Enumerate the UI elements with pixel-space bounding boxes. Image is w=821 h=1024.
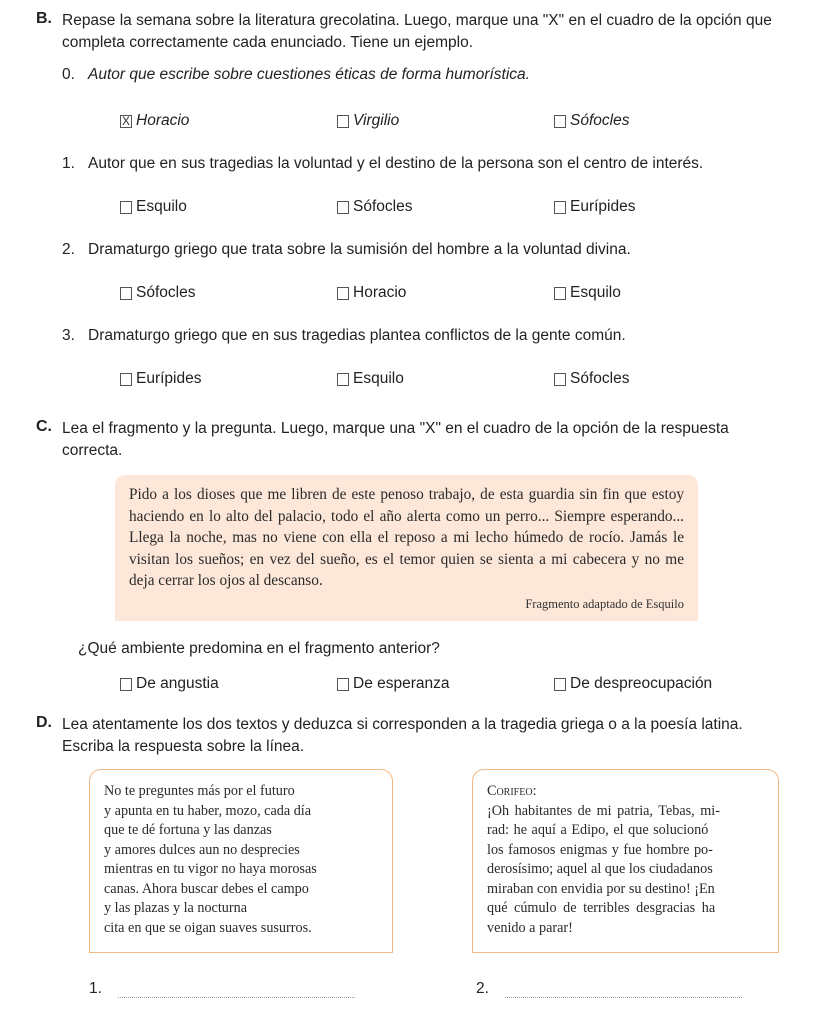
checkbox-icon[interactable] [120,678,132,691]
dialogue-line: rad: he aquí a Edipo, el que solucionó [487,822,709,838]
question-number: 0. [62,66,75,83]
poem-line: y amores dulces aun no desprecies [104,841,300,858]
question-statement: ¿Qué ambiente predomina en el fragmento anterior? [78,640,440,657]
option[interactable] [554,284,621,302]
question-statement: Autor que escribe sobre cuestiones éticas de forma humorística. [88,66,530,83]
checkbox-icon[interactable] [337,115,349,128]
dialogue-line: derosísimo; aquel al que los ciudadanos [487,861,713,877]
option-label: Sófocles [570,370,630,387]
checkbox-icon[interactable] [120,287,132,300]
dialogue-line: venido a parar! [487,919,573,936]
checkbox-icon[interactable] [554,287,566,300]
checkbox-icon[interactable] [120,201,132,214]
option[interactable] [337,370,404,388]
option[interactable] [337,675,450,693]
fragment-source: Fragmento adaptado de Esquilo [525,597,684,611]
question-item [62,66,530,84]
dialogue-line: ¡Oh habitantes de mi patria, Tebas, mi- [487,802,720,819]
poem-line: y las plazas y la nocturna [104,900,248,916]
checkbox-icon[interactable] [554,201,566,214]
option-label: Esquilo [353,370,404,387]
answer-number: 1. [89,980,102,997]
poem-line: No te preguntes más por el futuro [104,783,295,799]
answer-number: 2. [476,980,489,997]
option-label: Eurípides [136,370,202,387]
reading-fragment-box [115,475,698,621]
section-instruction: Repase la semana sobre la literatura grecolatina. Luego, marque una "X" en el cuadro de la opción que completa correctamente cada enunciado. Tiene un ejemplo. [62,12,772,51]
poem-line: y apunta en tu haber, mozo, cada día [104,802,312,819]
option-label: Esquilo [136,198,187,215]
section-letter: D. [36,714,52,731]
section-letter: B. [36,10,52,27]
option[interactable] [554,675,712,693]
answer-2 [476,980,742,998]
option-label: Sófocles [136,284,196,301]
text-box-2 [472,769,779,953]
question-number: 3. [62,327,75,344]
option-label: Esquilo [570,284,621,301]
option[interactable] [337,198,412,216]
checkbox-icon[interactable] [554,115,566,128]
option-group [120,284,760,306]
option-label: Horacio [136,112,190,129]
option-label: Sófocles [570,112,630,129]
option-group [120,112,760,134]
option[interactable] [554,112,629,130]
answer-line-2[interactable] [505,985,742,998]
question-item [62,241,631,259]
section-d [36,714,786,758]
question-number: 1. [62,155,75,172]
option[interactable] [554,198,635,216]
fragment-text: Pido a los dioses que me libren de este penoso trabajo, de esta guardia sin fin que estoy haciendo en lo alto del palacio, todo el año alerta como un perro... Siempre esperando... Llega la noche, mas no viene con ella el reposo a mi lecho húmedo de rocío. Jamás le visitan los sueños; en vez del sueño, es el temor quien se sienta a mi cabecera y no me deja cerrar los ojos al descanso. [129,486,684,589]
option-label: Sófocles [353,198,413,215]
checkbox-icon[interactable] [554,373,566,386]
option[interactable] [337,112,399,130]
option-group [120,198,760,220]
checkbox-icon[interactable] [554,678,566,691]
option-label: Horacio [353,284,407,301]
section-c [36,418,786,462]
section-instruction: Lea el fragmento y la pregunta. Luego, marque una "X" en el cuadro de la opción de la respuesta correcta. [62,420,729,459]
option-label: De esperanza [353,675,450,692]
option-group [120,675,760,697]
option-label: Eurípides [570,198,636,215]
option-label: De despreocupación [570,675,713,692]
option[interactable] [120,284,195,302]
section-instruction: Lea atentamente los dos textos y deduzca si corresponden a la tragedia griega o a la poesía latina. Escriba la respuesta sobre la línea. [62,716,743,755]
option-label: Virgilio [353,112,400,129]
option[interactable] [120,675,219,693]
question-statement: Dramaturgo griego que en sus tragedias plantea conflictos de la gente común. [88,327,626,344]
question-number: 2. [62,241,75,258]
checkbox-icon[interactable] [337,287,349,300]
answer-1 [89,980,355,998]
section-letter: C. [36,418,52,435]
option[interactable] [120,370,201,388]
poem-line: canas. Ahora buscar debes el campo [104,880,309,897]
section-b [36,10,786,54]
question-item [62,155,703,173]
option[interactable] [120,112,189,130]
dialogue-line: qué cúmulo de terribles desgracias ha [487,900,716,916]
answer-line-1[interactable] [118,985,355,998]
checkbox-icon[interactable] [120,373,132,386]
option-label: De angustia [136,675,219,692]
dialogue-line: miraban con envidia por su destino! ¡En [487,880,715,897]
option[interactable] [337,284,406,302]
option[interactable] [554,370,629,388]
checkbox-icon[interactable] [337,201,349,214]
checkbox-icon[interactable] [337,373,349,386]
speaker-label: Corifeo: [487,783,537,799]
checkbox-checked-icon[interactable] [120,115,132,128]
poem-line: cita en que se oigan suaves susurros. [104,919,312,936]
question-statement: Dramaturgo griego que trata sobre la sumisión del hombre a la voluntad divina. [88,241,631,258]
poem-line: mientras en tu vigor no haya morosas [104,861,317,877]
text-box-1 [89,769,393,953]
dialogue-line: los famosos enigmas y fue hombre po- [487,841,713,858]
option-group [120,370,760,392]
question-item [62,327,626,345]
question-statement: Autor que en sus tragedias la voluntad y el destino de la persona son el centro de interés. [88,155,704,172]
question-prompt [78,640,440,658]
poem-line: que te dé fortuna y las danzas [104,822,272,838]
checkbox-icon[interactable] [337,678,349,691]
option[interactable] [120,198,187,216]
